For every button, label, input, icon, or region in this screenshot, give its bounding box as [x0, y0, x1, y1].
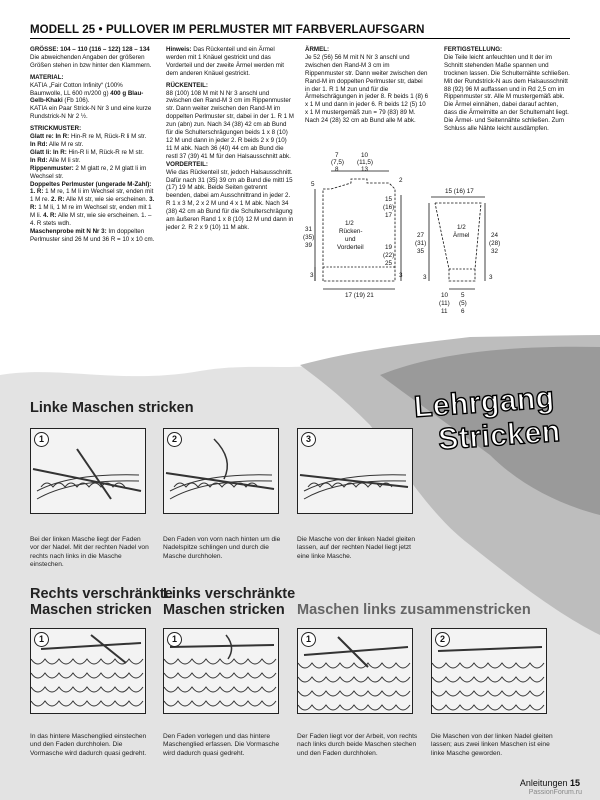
piece-label: Rücken- — [339, 228, 363, 235]
dim-label: 5 — [461, 292, 465, 299]
piece-label: Ärmel — [453, 232, 470, 239]
dim-label: 39 — [305, 242, 313, 249]
pattern-label: Glatt re: In R: — [30, 133, 70, 141]
pattern-text: 1 M re, 1 M li im Wechsel str, enden mit 1 M re. — [30, 188, 154, 204]
pattern-schematic — [303, 152, 515, 315]
dim-label: (11) — [439, 300, 450, 307]
step-number: 1 — [301, 632, 316, 647]
pattern-label: Rippenmuster: — [30, 164, 74, 172]
step-caption: Die Maschen von der linken Nadel gleiten lassen; aus zwei linken Maschen ist eine linke Masche geworden. — [431, 733, 553, 757]
dim-label: 24 — [491, 232, 499, 239]
front-heading: VORDERTEIL: — [166, 160, 208, 168]
pattern-text: Alle M re str. — [48, 140, 84, 148]
dim-label: 27 — [417, 232, 425, 239]
back-text: 88 (100) 108 M mit N Nr 3 anschl und zwischen den Rand-M 3 cm im Rippenmuster str. Dann weiter zwischen den Rand-M im doppelten Perlmuster str, dabei in der 1. R 1 M zun (abn) zun. Nach 34 (38) 42 cm ab Bund für die Schulterschrägungen beids 1 x 8 (10) 12 M und dann in jeder 2. R beids 2 x 9 (10) 11 M abk. Nach 36 (40) 44 cm ab Bund die restl 37 (39) 41 M für den Halsausschnitt abk. — [166, 89, 294, 160]
dim-label: 10 — [361, 152, 369, 159]
dim-label: (16) — [383, 204, 395, 211]
dim-label: (7,5) — [331, 159, 344, 166]
pattern-label: 4. R: — [43, 212, 57, 220]
piece-label: 1/2 — [345, 220, 354, 227]
pattern-text: 2 M glatt re, 2 M glatt li im Wechsel str. — [30, 164, 147, 180]
material-text: KATIA „Fair Cotton Infinity“ (100% Baumwolle, LL 600 m/200 g) — [30, 81, 123, 97]
pattern-text: Alle M str, wie sie erscheinen. — [65, 196, 148, 204]
step-number: 2 — [435, 632, 450, 647]
material-needles: KATIA ein Paar Strick-N Nr 3 und eine kurze Rundstrick-N Nr 2 ½. — [30, 105, 152, 121]
dim-label: (31) — [415, 240, 427, 247]
page-number: 15 — [569, 778, 580, 788]
dim-label: 15 — [385, 196, 393, 203]
dim-label: (28) — [489, 240, 501, 247]
back-heading: RÜCKENTEIL: — [166, 81, 208, 89]
knitting-illustration — [297, 428, 413, 514]
step-caption: Bei der linken Masche liegt der Faden vor der Nadel. Mit der rechten Nadel von rechts nach links in die Masche einstechen. — [30, 536, 149, 569]
size-heading: GRÖSSE: 104 – 110 (116 – 122) 128 – 134 — [30, 46, 150, 53]
dim-label: 32 — [491, 248, 499, 255]
knitting-illustration — [297, 628, 413, 714]
piece-label: und — [345, 236, 356, 243]
step-caption: In das hintere Maschenglied einstechen und den Faden durchholen. Die Vormasche wird dadurch quasi gedreht. — [30, 733, 147, 757]
dim-label: 5 — [311, 181, 315, 188]
material-heading: MATERIAL: — [30, 73, 64, 81]
instructions-column-2 — [166, 46, 294, 236]
pattern-label: 2. R: — [51, 196, 65, 204]
knitting-illustration — [163, 628, 279, 714]
step-caption: Der Faden liegt vor der Arbeit, von rechts nach links durch beide Maschen stechen und den Faden durchholen. — [297, 733, 418, 757]
pattern-label: Glatt li: In R: — [30, 148, 67, 156]
step-number: 1 — [34, 632, 49, 647]
dim-label: (5) — [459, 300, 467, 307]
step-number: 2 — [167, 432, 182, 447]
dim-label: 17 (19) 21 — [345, 292, 374, 299]
dim-label: (22) — [383, 252, 395, 259]
dim-label: 10 — [441, 292, 449, 299]
dim-label: 19 — [385, 244, 393, 251]
pattern-label: In Rd: — [30, 156, 48, 164]
finishing-text: Die Teile leicht anfeuchten und lt der im Schnitt stehenden Maße spannen und trocknen lassen. Die Schulternähte schließen. Mit der Rundstrick-N aus dem Halsausschnitt 88 (92) 96 M auffassen und in Rd 2,5 cm im Rippenmuster str. Alle M mustergemäß abk. Die Ärmel einnähen, dabei darauf achten, dass die Ärmelmitte an der Schulternaht liegt. Die Ärmel- und Seitennähte schließen. Zum Schluss alle Nähte leicht ausdämpfen. — [444, 53, 570, 133]
watermark: PassionForum.ru — [528, 789, 582, 796]
dim-label: 2 — [399, 177, 403, 184]
note-text: Das Rückenteil und ein Ärmel werden mit 1 Knäuel gestrickt und das Vorderteil und der zweite Ärmel werden mit dem anderen Knäuel gestrickt. — [166, 46, 284, 77]
lehrgang-line-2: Stricken — [437, 414, 562, 457]
dim-label: 3 — [423, 274, 427, 281]
pattern-label: 3. R: — [30, 196, 155, 212]
step-number: 3 — [301, 432, 316, 447]
pattern-text: Hin-R li M, Rück-R re M str. — [68, 148, 144, 156]
pattern-label: In Rd: — [30, 140, 48, 148]
sleeve-text: Je 52 (56) 56 M mit N Nr 3 anschl und zwischen den Rand-M 3 cm im Rippenmuster str. Dann weiter zwischen den Rand-M im doppelten Perlmuster str, dabei in der 1. R 1 M zun und für die Ärmelschrägungen in jeder 8. R beids 1 (8) 6 x 1 M und dann in jeder 6. R beids 12 (5) 10 x 1 M mustergemäß zun = 79 (83) 89 M. Nach 24 (28) 32 cm ab Bund alle M abk. — [305, 53, 429, 125]
dim-label: 3 — [399, 272, 403, 279]
gauge-label: Maschenprobe mit N Nr 3: — [30, 227, 107, 235]
pattern-text: Alle M str, wie sie erscheinen. 1. – 4. R stets wdh. — [30, 212, 152, 228]
section-heading-line: Maschen stricken — [163, 602, 285, 618]
pattern-text: 1 M li, 1 M re im Wechsel str, enden mit 1 M li. — [30, 204, 152, 220]
knitting-illustration — [30, 428, 146, 514]
knitting-illustration — [30, 628, 146, 714]
size-text: Die abweichenden Angaben der größeren Größen stehen in bzw hinter den Klammern. — [30, 53, 152, 69]
step-caption: Die Masche von der linken Nadel gleiten lassen, auf der rechten Nadel liegt jetzt eine linke Masche. — [297, 536, 416, 560]
section-heading-zusammen: Maschen links zusammenstricken — [297, 602, 531, 618]
section-heading-line: Rechts verschränkte — [30, 586, 173, 602]
section-heading-rechts — [30, 586, 173, 618]
piece-label: 1/2 — [457, 224, 466, 231]
dim-label: 25 — [385, 260, 393, 267]
lehrgang-badge — [413, 379, 589, 486]
lehrgang-line-1: Lehrgang — [412, 381, 556, 424]
dim-label: 3 — [489, 274, 493, 281]
section-heading-links — [163, 586, 295, 618]
piece-label: Vorderteil — [337, 244, 364, 251]
step-number: 1 — [167, 632, 182, 647]
dim-label: 15 (16) 17 — [445, 188, 474, 195]
sleeve-schematic — [429, 197, 485, 289]
pattern-heading: STRICKMUSTER: — [30, 125, 82, 133]
instructions-column-1 — [30, 46, 156, 248]
page-title: MODELL 25 • PULLOVER IM PERLMUSTER MIT FARBVERLAUFSGARN — [30, 24, 570, 39]
knitting-illustration — [163, 428, 279, 514]
dim-label: 6 — [461, 308, 465, 315]
step-caption: Den Faden vorlegen und das hintere Maschenglied erfassen. Die Vormasche wird dadurch quasi gedreht. — [163, 733, 280, 757]
dim-label: 3 — [310, 272, 314, 279]
section-heading-line: Links verschränkte — [163, 586, 296, 602]
instructions-column-3 — [305, 46, 429, 129]
footer-label: Anleitungen — [519, 778, 568, 788]
dim-label: 11 — [441, 308, 448, 315]
pattern-text: Hin-R re M, Rück-R li M str. — [70, 133, 147, 141]
material-color: 400 g Blau-Gelb-Khaki — [30, 89, 144, 105]
dim-label: 7 — [335, 152, 339, 159]
front-text: Wie das Rückenteil str, jedoch Halsausschnitt. Dafür nach 31 (35) 39 cm ab Bund die mittl 15 (17) 19 M abk. Beide Seiten getrennt beenden, dabei am Ausschnittrand in jeder 2. R 1 x 3 M, 2 x 2 M und 4 x 1 M abk. Nach 34 (38) 42 cm ab Bund für die Schulterschrägung am äußeren Rand 1 x 8 (10) 12 M und dann in jeder 2. R 2 x 9 (10) 11 M abk. — [166, 168, 294, 231]
dim-label: 17 — [385, 212, 393, 219]
knitting-illustration — [431, 628, 547, 714]
note-label: Hinweis: — [166, 46, 192, 53]
gauge-text: Im doppelten Perlmuster sind 26 M und 36 R = 10 x 10 cm. — [30, 227, 155, 243]
material-color-code: (Fb 106). — [64, 97, 90, 105]
section-heading-linke: Linke Maschen stricken — [30, 400, 194, 416]
dim-label: 35 — [417, 248, 425, 255]
dim-label: (11,5) — [357, 159, 373, 166]
step-number: 1 — [34, 432, 49, 447]
page-footer — [520, 778, 580, 788]
dim-label: 13 — [361, 166, 369, 173]
sleeve-heading: ÄRMEL: — [305, 46, 330, 53]
instructions-column-4 — [444, 46, 570, 137]
pattern-text: Alle M li str. — [48, 156, 81, 164]
dim-label: 8 — [335, 166, 339, 173]
dim-label: 31 — [305, 226, 313, 233]
section-heading-line: Maschen stricken — [30, 602, 152, 618]
pattern-label: Doppeltes Perlmuster (ungerade M-Zahl): 1. R: — [30, 180, 152, 196]
step-caption: Den Faden von vorn nach hinten um die Nadelspitze schlingen und durch die Masche durchholen. — [163, 536, 281, 560]
dim-label: (35) — [303, 234, 315, 241]
finishing-heading: FERTIGSTELLUNG: — [444, 46, 503, 53]
